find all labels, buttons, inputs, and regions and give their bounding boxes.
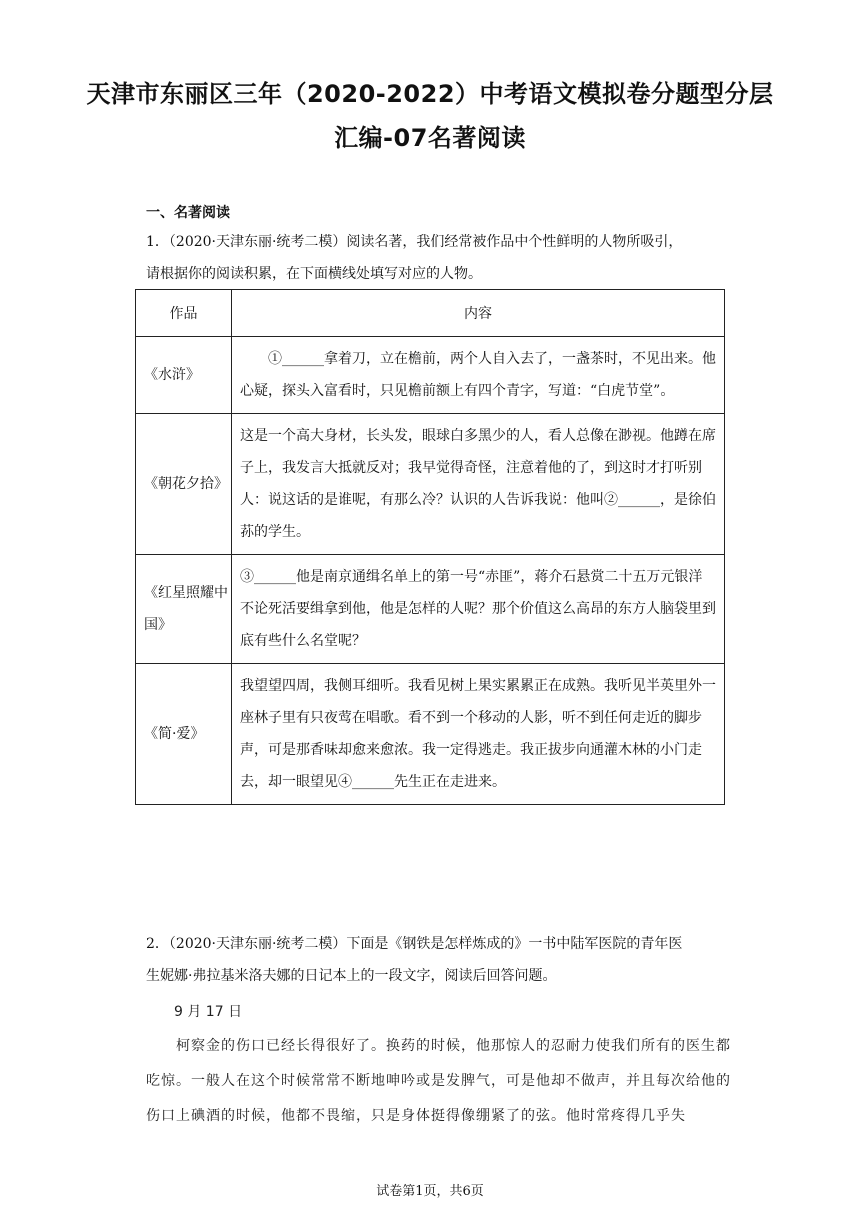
table-row <box>136 337 725 414</box>
table-row <box>136 555 725 664</box>
table-row <box>136 664 725 805</box>
table-header-row <box>136 290 725 337</box>
works-table <box>135 289 725 805</box>
question1-line2: 请根据你的阅读积累，在下面横线处填写对应的人物。 <box>146 266 482 282</box>
work-title: 《红星照耀中国》 <box>136 555 232 664</box>
work-title: 《朝花夕拾》 <box>136 414 232 555</box>
document-title-line1: 天津市东丽区三年（2020-2022）中考语文模拟卷分题型分层 <box>86 80 774 108</box>
work-content: ①______拿着刀，立在檐前，两个人自入去了，一盏茶时，不见出来。他心疑，探头入富看时，只见檐前额上有四个青字，写道：“白虎节堂”。 <box>232 337 725 414</box>
section-heading: 一、名著阅读 <box>146 205 230 221</box>
document-title-line2: 汇编-07名著阅读 <box>334 124 526 152</box>
work-content: 我望望四周，我侧耳细听。我看见树上果实累累正在成熟。我听见半英里外一座林子里有只夜莺在唱歌。看不到一个移动的人影，听不到任何走近的脚步声，可是那香味却愈来愈浓。我一定得逃走。我正拔步向通灌木林的小门走去，却一眼望见④______先生正在走进来。 <box>232 664 725 805</box>
header-work: 作品 <box>136 290 232 337</box>
diary-body: 柯察金的伤口已经长得很好了。换药的时候，他那惊人的忍耐力使我们所有的医生都吃惊。一般人在这个时候常常不断地呻吟或是发脾气，可是他却不做声，并且每次给他的伤口上碘酒的时候，他都不畏缩，只是身体挺得像绷紧了的弦。他时常疼得几乎失 <box>146 1038 731 1124</box>
work-title: 《简·爱》 <box>136 664 232 805</box>
header-content: 内容 <box>232 290 725 337</box>
work-content: 这是一个高大身材，长头发，眼球白多黑少的人，看人总像在渺视。他蹲在席子上，我发言大抵就反对；我早觉得奇怪，注意着他的了，到这时才打听别人：说这话的是谁呢，有那么冷？认识的人告诉我说：他叫②______，是徐伯荪的学生。 <box>232 414 725 555</box>
table-row <box>136 414 725 555</box>
work-title: 《水浒》 <box>136 337 232 414</box>
question2-line2: 生妮娜·弗拉基米洛夫娜的日记本上的一段文字，阅读后回答问题。 <box>146 968 557 984</box>
work-content: ③______他是南京通缉名单上的第一号“赤匪”，蒋介石悬赏二十五万元银洋不论死活要缉拿到他，他是怎样的人呢？那个价值这么高昂的东方人脑袋里到底有些什么名堂呢？ <box>232 555 725 664</box>
question1-line1: 1．（2020·天津东丽·统考二模）阅读名著，我们经常被作品中个性鲜明的人物所吸引， <box>146 234 683 250</box>
question2-line1: 2．（2020·天津东丽·统考二模）下面是《钢铁是怎样炼成的》一书中陆军医院的青年医 <box>146 936 683 952</box>
page-footer: 试卷第1页，共6页 <box>376 1184 484 1199</box>
diary-date: 9 月 17 日 <box>174 1004 243 1020</box>
